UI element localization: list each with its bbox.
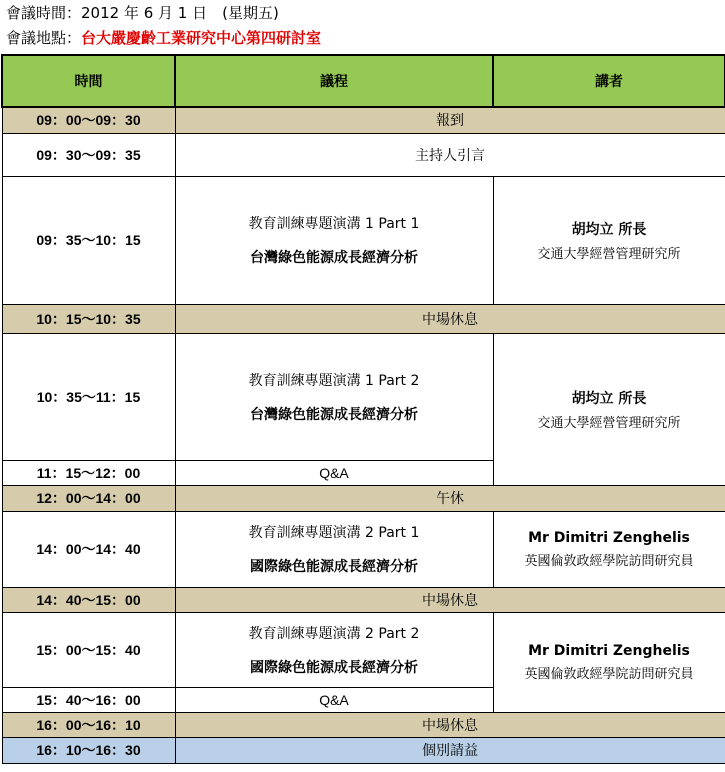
table-row	[2, 612, 725, 687]
header-row	[2, 55, 725, 107]
header-speaker: 講者	[493, 55, 725, 107]
table-row	[2, 712, 725, 737]
meeting-time-label: 會議時間：	[6, 4, 82, 22]
row-agenda: Q&A	[175, 460, 493, 485]
table-row	[2, 304, 725, 333]
speaker-name: Mr Dimitri Zenghelis	[528, 529, 690, 546]
speaker-name: Mr Dimitri Zenghelis	[528, 642, 690, 659]
speaker-cell	[493, 511, 725, 587]
row-time: 15：00～15：40	[2, 612, 175, 687]
row-agenda	[175, 333, 493, 460]
row-agenda	[175, 511, 493, 587]
meeting-time	[6, 3, 279, 23]
talk-subtitle: 台灣綠色能源成長經濟分析	[250, 406, 418, 423]
talk-title: 教育訓練專題演溝 1 Part 1	[248, 216, 420, 232]
header-agenda: 議程	[175, 55, 493, 107]
table-row	[2, 133, 725, 176]
talk-title: 教育訓練專題演溝 2 Part 1	[248, 525, 420, 541]
row-agenda: 午休	[175, 485, 725, 511]
table-row	[2, 485, 725, 511]
row-agenda: 報到	[175, 107, 725, 133]
row-time: 10：15～10：35	[2, 304, 175, 333]
speaker-cell	[493, 612, 725, 712]
row-agenda: 個別請益	[175, 737, 725, 763]
speaker-affiliation: 英國倫敦政經學院訪問研究員	[524, 666, 694, 682]
table-row	[2, 333, 725, 460]
speaker-name: 胡均立 所長	[571, 221, 647, 238]
table-row	[2, 511, 725, 587]
row-time: 15：40～16：00	[2, 687, 175, 712]
agenda-table	[1, 54, 725, 764]
row-agenda: 中場休息	[175, 304, 725, 333]
speaker-affiliation: 交通大學經營管理研究所	[537, 415, 681, 431]
row-time: 12：00～14：00	[2, 485, 175, 511]
speaker-cell	[493, 333, 725, 485]
row-time: 09：35～10：15	[2, 176, 175, 304]
meeting-place-label: 會議地點：	[6, 29, 82, 47]
talk-subtitle: 台灣綠色能源成長經濟分析	[250, 250, 418, 266]
meeting-place	[6, 28, 321, 48]
row-time: 09：30～09：35	[2, 133, 175, 176]
table-row	[2, 107, 725, 133]
row-agenda: 主持人引言	[175, 133, 725, 176]
speaker-affiliation: 交通大學經營管理研究所	[537, 246, 681, 262]
row-agenda	[175, 612, 493, 687]
table-row	[2, 737, 725, 763]
table-row	[2, 587, 725, 612]
row-agenda	[175, 176, 493, 304]
row-agenda: 中場休息	[175, 712, 725, 737]
table-row	[2, 176, 725, 304]
talk-title: 教育訓練專題演溝 2 Part 2	[248, 625, 420, 642]
row-time: 11：15～12：00	[2, 460, 175, 485]
header-time: 時間	[2, 55, 175, 107]
meeting-place-value: 台大嚴慶齡工業研究中心第四研討室	[81, 29, 322, 47]
talk-subtitle: 國際綠色能源成長經濟分析	[250, 659, 418, 676]
row-time: 16：10～16：30	[2, 737, 175, 763]
row-time: 10：35～11：15	[2, 333, 175, 460]
speaker-affiliation: 英國倫敦政經學院訪問研究員	[524, 553, 694, 569]
talk-title: 教育訓練專題演溝 1 Part 2	[248, 372, 420, 389]
row-agenda: 中場休息	[175, 587, 725, 612]
row-time: 09：00～09：30	[2, 107, 175, 133]
row-time: 16：00～16：10	[2, 712, 175, 737]
speaker-cell	[493, 176, 725, 304]
row-agenda: Q&A	[175, 687, 493, 712]
row-time: 14：00～14：40	[2, 511, 175, 587]
speaker-name: 胡均立 所長	[571, 390, 647, 407]
row-time: 14：40～15：00	[2, 587, 175, 612]
talk-subtitle: 國際綠色能源成長經濟分析	[250, 559, 418, 575]
meeting-time-value: 2012 年 6 月 1 日 (星期五)	[81, 4, 279, 22]
